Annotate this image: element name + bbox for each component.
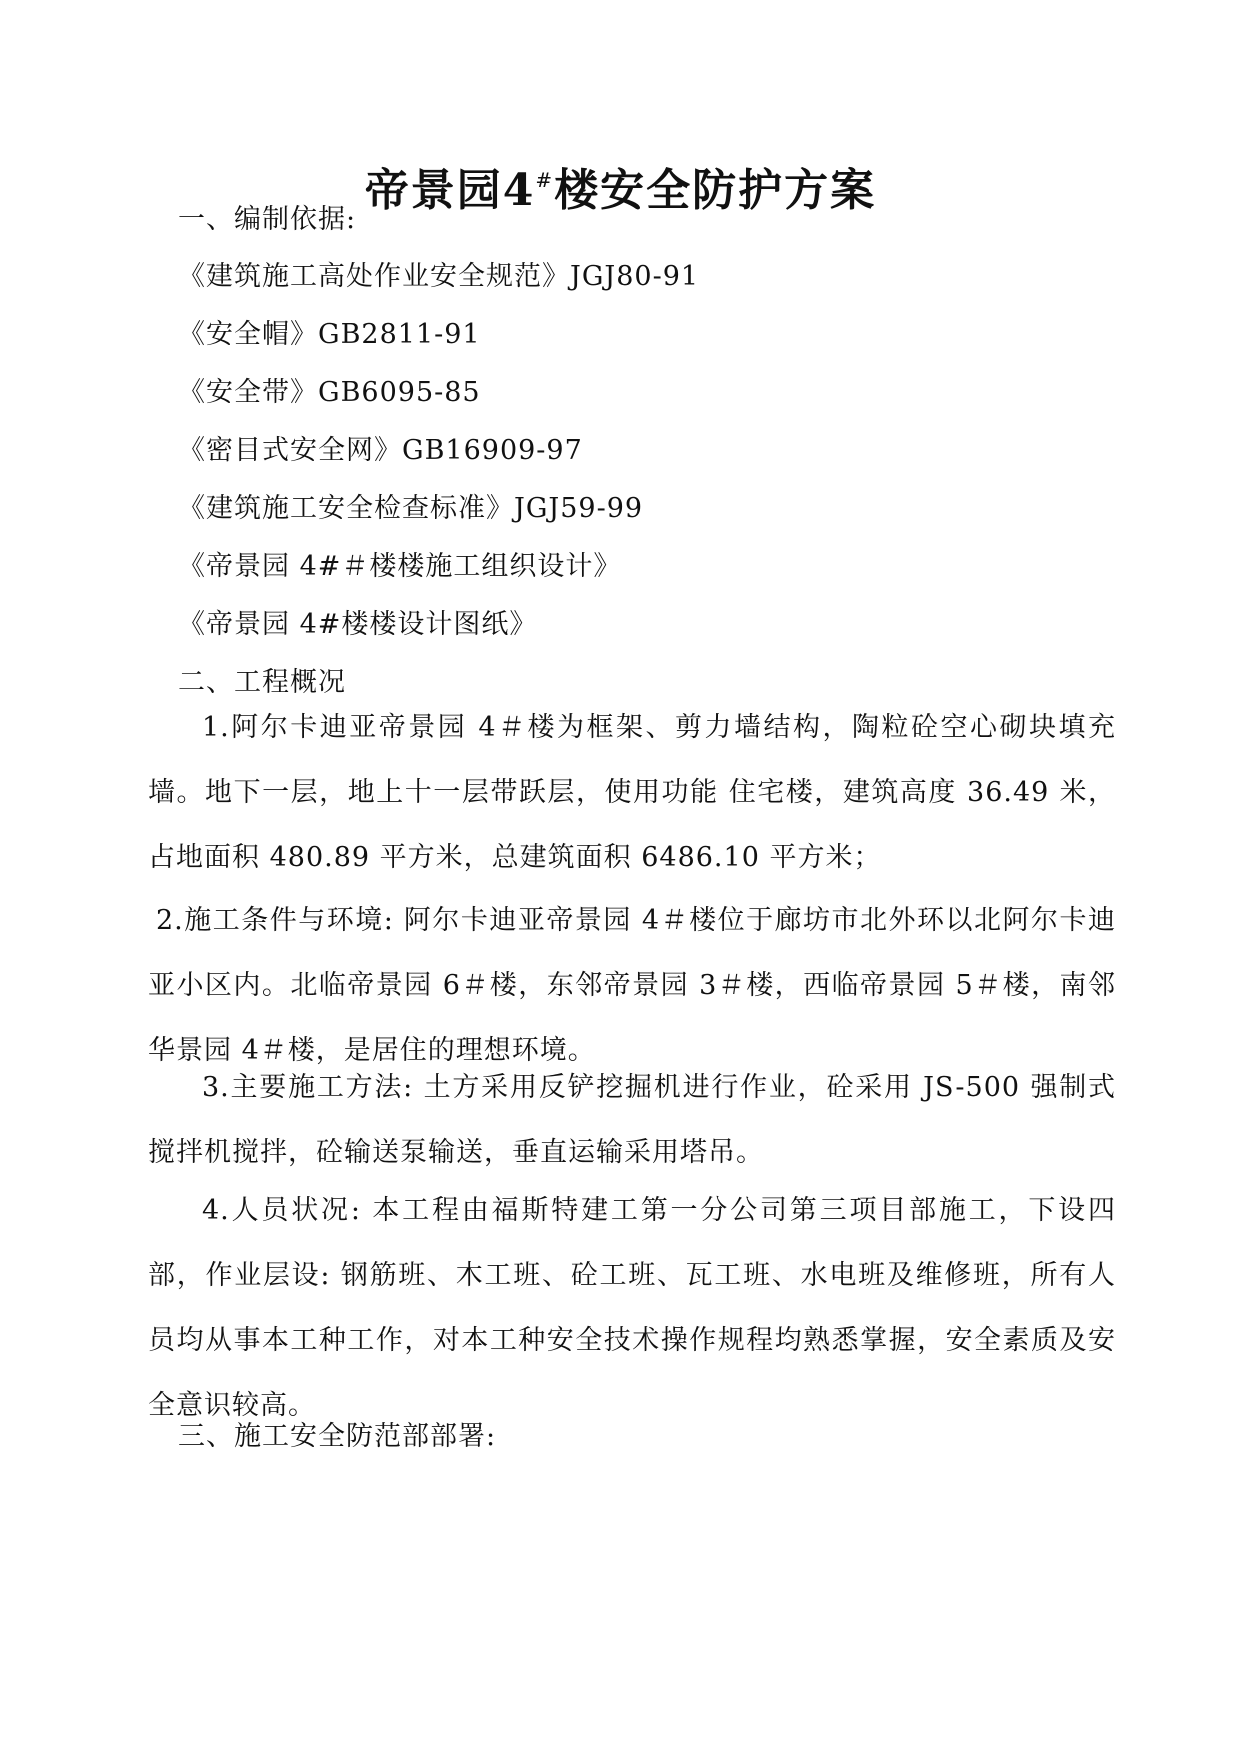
overview-paragraph-environment: 2.施工条件与环境: 阿尔卡迪亚帝景园 4＃楼位于廊坊市北外环以北阿尔卡迪亚小区内。北临帝景园 6＃楼，东邻帝景园 3＃楼，西临帝景园 5＃楼，南邻华景园 4＃楼，是居住的理想环境。 <box>148 905 1116 1066</box>
overview-paragraph-personnel: 4.人员状况: 本工程由福斯特建工第一分公司第三项目部施工，下设四部，作业层设: 钢筋班、木工班、砼工班、瓦工班、水电班及维修班，所有人员均从事本工种工作，对本工种安全技术操作规程均熟悉掌握，安全素质及安全意识较高。 <box>148 1195 1116 1421</box>
reference-item: 《建筑施工高处作业安全规范》JGJ80-91 <box>178 261 700 292</box>
reference-item: 《密目式安全网》GB16909-97 <box>178 435 583 466</box>
reference-item: 《帝景园 4#楼楼设计图纸》 <box>178 609 538 640</box>
overview-paragraph-structure: 1.阿尔卡迪亚帝景园 4＃楼为框架、剪力墙结构，陶粒砼空心砌块填充墙。地下一层，地上十一层带跃层，使用功能 住宅楼，建筑高度 36.49 米，占地面积 480.89 平方米，总建筑面积 6486.10 平方米； <box>148 712 1116 873</box>
title-mark: # <box>535 168 555 192</box>
reference-item: 《帝景园 4#＃楼楼施工组织设计》 <box>178 551 622 582</box>
section-heading-overview: 二、工程概况 <box>178 667 346 698</box>
section-heading-basis: 一、编制依据: <box>178 204 357 235</box>
reference-item: 《建筑施工安全检查标准》JGJ59-99 <box>178 493 644 524</box>
title-number: 4 <box>502 165 536 216</box>
title-suffix: 楼安全防护方案 <box>554 165 877 216</box>
overview-paragraph-methods: 3.主要施工方法: 土方采用反铲挖掘机进行作业，砼采用 JS-500 强制式搅拌机搅拌，砼输送泵输送，垂直运输采用塔吊。 <box>148 1072 1116 1168</box>
reference-item: 《安全带》GB6095-85 <box>178 377 481 408</box>
title-prefix: 帝景园 <box>364 165 503 216</box>
reference-item: 《安全帽》GB2811-91 <box>178 319 481 350</box>
section-heading-safety: 三、施工安全防范部部署: <box>178 1421 497 1452</box>
